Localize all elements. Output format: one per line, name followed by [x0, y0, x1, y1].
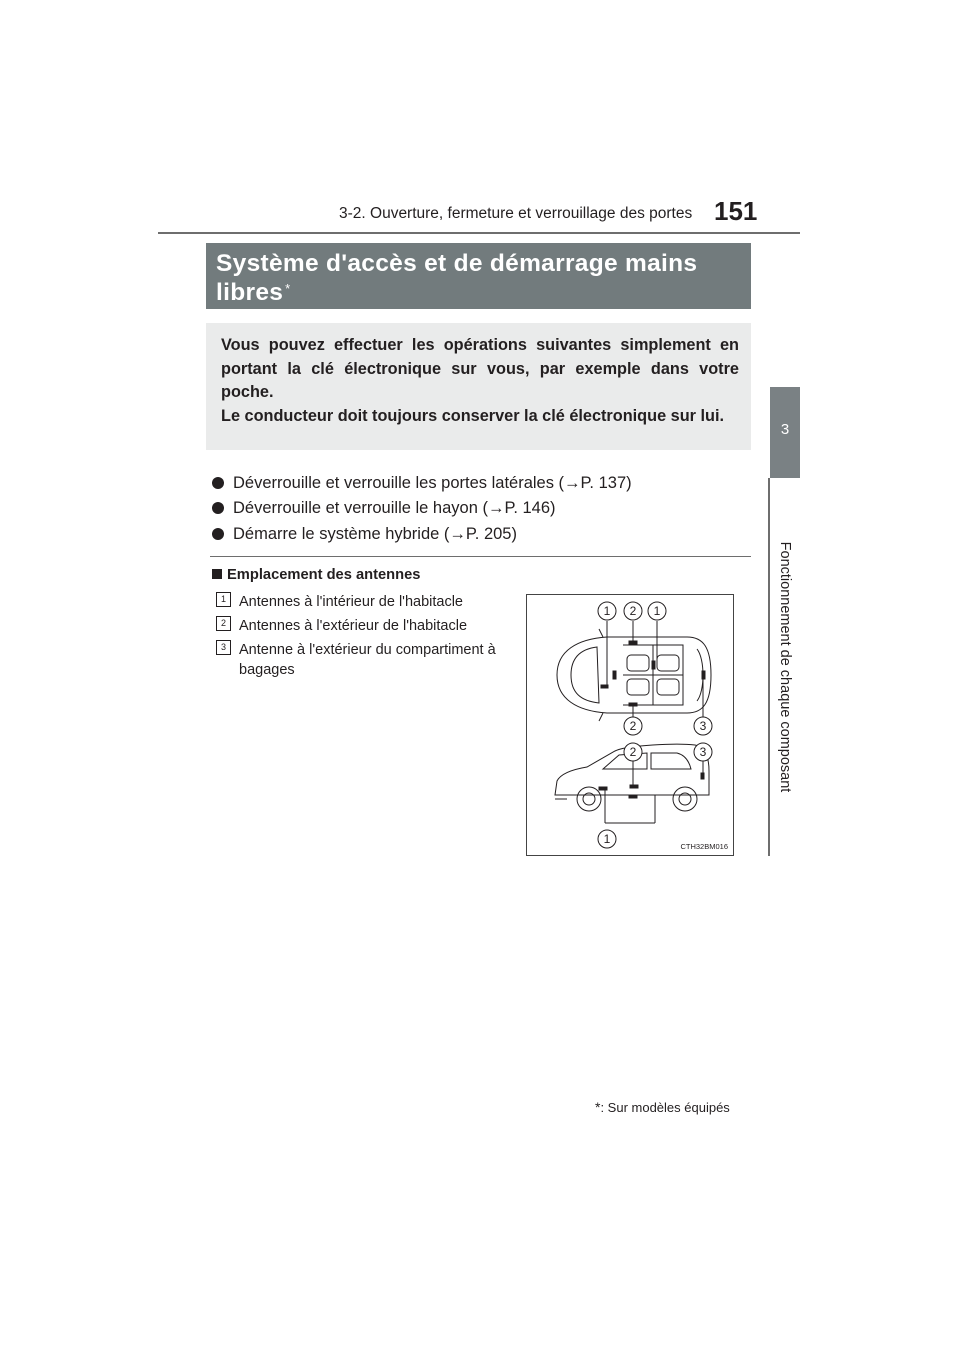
- callout-number: 2: [216, 616, 231, 631]
- footnote: [595, 1099, 730, 1115]
- title-footnote-mark: *: [285, 281, 291, 296]
- car-diagram: [527, 595, 733, 855]
- list-item: Déverrouille et verrouille les portes latérales (→P. 137): [212, 471, 632, 496]
- section-rule: [210, 556, 751, 557]
- feature-list: [212, 471, 632, 547]
- callout-number: 1: [216, 592, 231, 607]
- section-header: 3-2. Ouverture, fermeture et verrouillage des portes: [339, 205, 693, 222]
- chapter-label-wrap: [770, 478, 800, 856]
- antenna-item: [216, 616, 516, 636]
- intro-text: [221, 334, 739, 428]
- callout-label: 3: [699, 719, 707, 733]
- page-number: 151: [714, 196, 758, 226]
- footnote-mark: *: [595, 1099, 601, 1115]
- antenna-text: Antennes à l'extérieur de l'habitacle: [239, 618, 468, 634]
- square-bullet-icon: [212, 569, 222, 579]
- figure-code: CTH32BM016: [680, 842, 728, 851]
- antenna-text: Antenne à l'extérieur du compartiment à bagages: [239, 642, 496, 678]
- footnote-text: : Sur modèles équipés: [600, 1100, 730, 1115]
- page-title: [216, 249, 736, 307]
- callout-label: 2: [629, 745, 637, 759]
- list-item: Déverrouille et verrouille le hayon (→P. 146): [212, 496, 632, 521]
- header-rule: [158, 232, 800, 234]
- chapter-number: 3: [780, 421, 790, 438]
- chapter-tab: [770, 387, 800, 478]
- intro-box: [206, 323, 751, 450]
- car-top-view-icon: [557, 621, 711, 721]
- antenna-text: Antennes à l'intérieur de l'habitacle: [239, 594, 463, 610]
- callout-label: 2: [629, 719, 637, 733]
- antenna-list: [216, 592, 516, 684]
- callout-label: 3: [699, 745, 707, 759]
- callout-label: 2: [629, 604, 637, 618]
- bullet-icon: [212, 477, 224, 489]
- bullet-icon: [212, 528, 224, 540]
- antenna-item: [216, 640, 516, 680]
- title-bar: [206, 243, 751, 309]
- page-title-text: Système d'accès et de démarrage mains libres: [216, 250, 698, 306]
- bullet-icon: [212, 502, 224, 514]
- antenna-location-figure: [526, 594, 734, 856]
- callout-label: 1: [653, 604, 661, 618]
- callout-number: 3: [216, 640, 231, 655]
- chapter-label: Fonctionnement de chaque composant: [777, 541, 793, 793]
- antenna-item: [216, 592, 516, 612]
- callout-label: 1: [603, 832, 611, 846]
- section-heading: Emplacement des antennes: [212, 567, 420, 583]
- callout-label: 1: [603, 604, 611, 618]
- intro-paragraph-2: Le conducteur doit toujours conserver la clé électronique sur lui.: [221, 406, 725, 425]
- intro-paragraph-1: Vous pouvez effectuer les opérations suivantes simplement en portant la clé électronique sur vous, par exemple dans votre poche.: [221, 336, 739, 402]
- list-item: Démarre le système hybride (→P. 205): [212, 522, 632, 547]
